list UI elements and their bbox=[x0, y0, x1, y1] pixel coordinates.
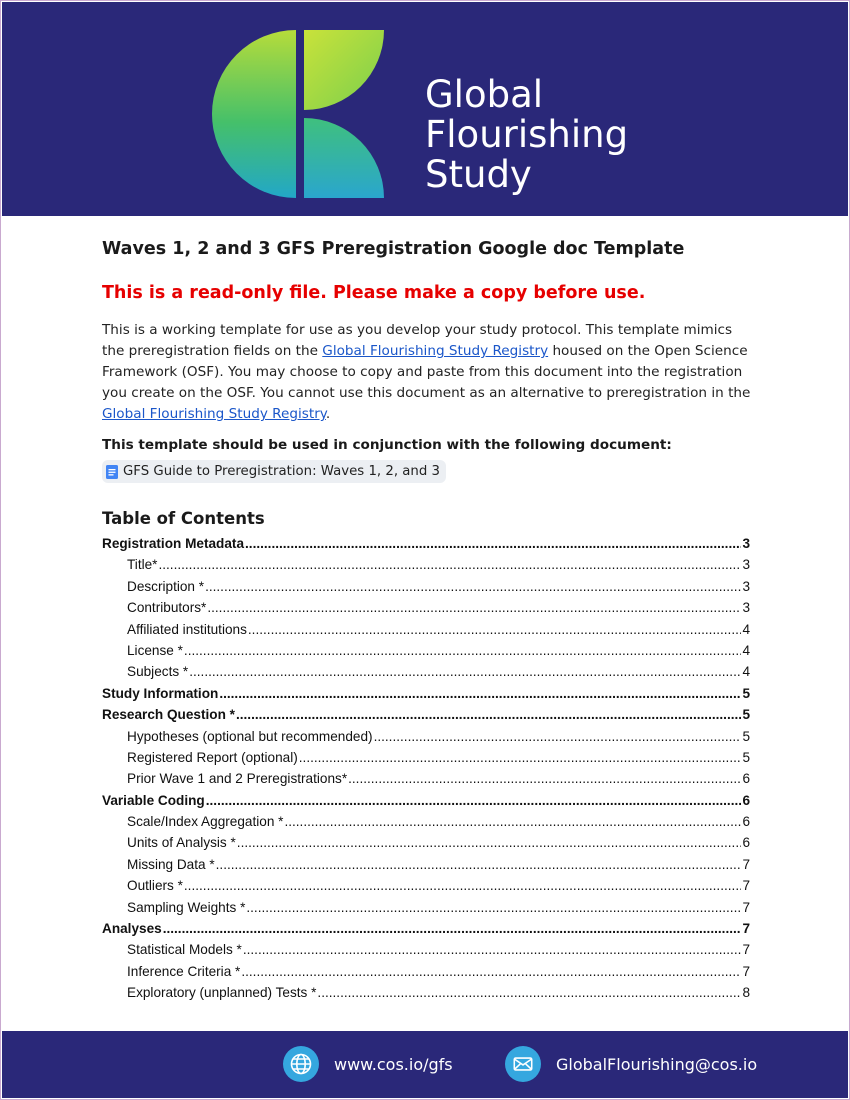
toc-entry-page: 7 bbox=[742, 942, 750, 958]
toc-entry-label: Registration Metadata bbox=[102, 536, 245, 551]
website-contact[interactable] bbox=[283, 1046, 453, 1082]
toc-leader-dots bbox=[189, 664, 741, 679]
toc-entry-page: 3 bbox=[742, 536, 750, 551]
table-of-contents bbox=[102, 536, 752, 1007]
document-title: Waves 1, 2 and 3 GFS Preregistration Google doc Template bbox=[102, 239, 685, 259]
toc-entry[interactable] bbox=[102, 536, 752, 557]
toc-entry[interactable] bbox=[102, 771, 752, 792]
toc-entry[interactable] bbox=[102, 750, 752, 771]
toc-entry-page: 6 bbox=[742, 792, 750, 808]
intro-paragraph bbox=[102, 320, 752, 425]
toc-leader-dots bbox=[348, 771, 741, 786]
toc-leader-dots bbox=[243, 942, 742, 957]
companion-document-label: GFS Guide to Preregistration: Waves 1, 2, and 3 bbox=[123, 464, 440, 479]
toc-entry[interactable] bbox=[102, 600, 752, 621]
toc-leader-dots bbox=[299, 750, 742, 765]
toc-entry-label: Study Information bbox=[102, 685, 219, 701]
toc-entry-label: Inference Criteria * bbox=[127, 963, 241, 979]
toc-leader-dots bbox=[184, 643, 742, 658]
toc-entry-label: Title* bbox=[127, 557, 158, 573]
toc-leader-dots bbox=[284, 814, 741, 829]
read-only-warning: This is a read-only file. Please make a copy before use. bbox=[102, 283, 646, 303]
toc-entry[interactable] bbox=[102, 878, 752, 899]
toc-entry-page: 5 bbox=[742, 749, 750, 765]
toc-entry-page: 3 bbox=[742, 578, 750, 594]
registry-link[interactable]: Global Flourishing Study Registry bbox=[322, 343, 549, 359]
toc-entry-page: 6 bbox=[742, 814, 750, 830]
toc-entry[interactable] bbox=[102, 793, 752, 814]
toc-leader-dots bbox=[246, 900, 741, 915]
header-banner bbox=[2, 2, 848, 216]
toc-entry[interactable] bbox=[102, 579, 752, 600]
toc-entry-label: Affiliated institutions bbox=[127, 621, 247, 637]
toc-entry[interactable] bbox=[102, 664, 752, 685]
email-text: GlobalFlourishing@cos.io bbox=[556, 1054, 758, 1074]
toc-entry[interactable] bbox=[102, 835, 752, 856]
footer-banner bbox=[2, 1031, 848, 1098]
toc-entry-page: 3 bbox=[742, 600, 750, 616]
toc-leader-dots bbox=[237, 835, 742, 850]
toc-entry[interactable] bbox=[102, 964, 752, 985]
toc-leader-dots bbox=[317, 985, 741, 1000]
toc-entry[interactable] bbox=[102, 557, 752, 578]
toc-entry-page: 4 bbox=[742, 642, 750, 658]
mail-icon bbox=[505, 1046, 541, 1082]
toc-entry-page: 3 bbox=[742, 557, 750, 573]
toc-entry[interactable] bbox=[102, 985, 752, 1006]
toc-leader-dots bbox=[206, 793, 742, 808]
toc-leader-dots bbox=[158, 557, 741, 572]
toc-entry-page: 6 bbox=[742, 835, 750, 851]
toc-entry-page: 8 bbox=[742, 985, 750, 1001]
toc-entry-label: Sampling Weights * bbox=[127, 899, 246, 915]
toc-entry-page: 5 bbox=[742, 685, 750, 701]
gfs-logo-icon bbox=[212, 30, 384, 198]
registry-link[interactable]: Global Flourishing Study Registry bbox=[102, 406, 326, 422]
logo-wordmark bbox=[425, 75, 628, 195]
toc-entry[interactable] bbox=[102, 729, 752, 750]
toc-entry-label: License * bbox=[127, 642, 183, 658]
toc-entry-page: 7 bbox=[742, 963, 750, 979]
toc-entry-page: 7 bbox=[742, 899, 750, 915]
logo-text-line: Study bbox=[425, 153, 532, 196]
toc-entry[interactable] bbox=[102, 707, 752, 728]
google-doc-icon bbox=[106, 465, 118, 479]
toc-leader-dots bbox=[374, 729, 742, 744]
toc-entry[interactable] bbox=[102, 942, 752, 963]
toc-leader-dots bbox=[245, 536, 741, 551]
toc-leader-dots bbox=[163, 921, 742, 936]
toc-entry[interactable] bbox=[102, 643, 752, 664]
toc-entry[interactable] bbox=[102, 622, 752, 643]
toc-entry-label: Description * bbox=[127, 578, 205, 594]
website-text: www.cos.io/gfs bbox=[334, 1054, 453, 1074]
toc-leader-dots bbox=[219, 686, 741, 701]
logo-text-line: Flourishing bbox=[425, 113, 629, 156]
toc-entry-label: Units of Analysis * bbox=[127, 835, 236, 851]
toc-entry-page: 5 bbox=[742, 707, 750, 723]
toc-entry-label: Outliers * bbox=[127, 878, 183, 894]
toc-entry-label: Analyses bbox=[102, 921, 162, 937]
intro-text: This is a working template for use as you develop your study protocol. This template mimics the preregistration fields on the bbox=[102, 322, 733, 359]
toc-entry-page: 7 bbox=[742, 856, 750, 872]
toc-entry-label: Missing Data * bbox=[127, 856, 215, 872]
toc-entry[interactable] bbox=[102, 686, 752, 707]
intro-text: . bbox=[325, 406, 331, 422]
toc-leader-dots bbox=[207, 600, 741, 615]
toc-leader-dots bbox=[205, 579, 741, 594]
logo-text-line: Global bbox=[425, 73, 544, 116]
toc-leader-dots bbox=[236, 707, 741, 722]
toc-entry[interactable] bbox=[102, 921, 752, 942]
toc-entry-label: Statistical Models * bbox=[127, 942, 242, 958]
toc-entry-label: Registered Report (optional) bbox=[127, 749, 298, 765]
toc-entry-label: Prior Wave 1 and 2 Preregistrations* bbox=[127, 771, 348, 787]
toc-leader-dots bbox=[216, 857, 742, 872]
toc-entry-label: Exploratory (unplanned) Tests * bbox=[127, 985, 317, 1001]
toc-entry-page: 4 bbox=[742, 664, 750, 680]
companion-document-heading: This template should be used in conjunction with the following document: bbox=[102, 437, 672, 453]
intro-text: housed on the Open Science Framework (OSF). You may choose to copy and paste from this document into the registration you create on the OSF. You cannot use this document as an alternative to preregistration in the bbox=[102, 343, 751, 401]
toc-entry-page: 6 bbox=[742, 771, 750, 787]
toc-entry-label: Hypotheses (optional but recommended) bbox=[127, 728, 373, 744]
toc-entry[interactable] bbox=[102, 857, 752, 878]
companion-document-chip[interactable] bbox=[102, 460, 446, 483]
toc-entry-page: 7 bbox=[742, 878, 750, 894]
toc-entry-page: 7 bbox=[742, 921, 750, 937]
toc-entry[interactable] bbox=[102, 900, 752, 921]
toc-entry-page: 5 bbox=[742, 728, 750, 744]
toc-entry-label: Variable Coding bbox=[102, 792, 205, 808]
toc-title: Table of Contents bbox=[102, 509, 265, 528]
toc-entry-label: Scale/Index Aggregation * bbox=[127, 814, 284, 830]
globe-icon bbox=[283, 1046, 319, 1082]
toc-entry-label: Research Question * bbox=[102, 707, 235, 723]
toc-leader-dots bbox=[241, 964, 741, 979]
toc-leader-dots bbox=[248, 622, 742, 637]
email-contact[interactable] bbox=[505, 1046, 757, 1082]
toc-entry-page: 4 bbox=[742, 621, 750, 637]
toc-entry-label: Contributors* bbox=[127, 600, 207, 616]
toc-leader-dots bbox=[184, 878, 742, 893]
toc-entry-label: Subjects * bbox=[127, 664, 189, 680]
toc-entry[interactable] bbox=[102, 814, 752, 835]
